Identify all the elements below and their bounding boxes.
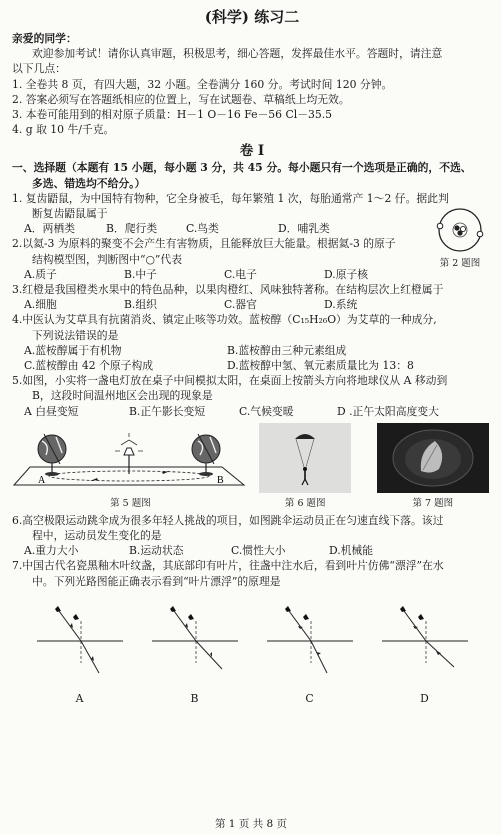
q1-stem-2: 断复齿鼯鼠属于 [32,207,108,221]
q5-label-a: A [38,474,46,486]
q7-figure [374,423,492,509]
greeting: 亲爱的同学： [12,32,77,45]
q4-option-d: D.蓝桉醇中氢、氧元素质量比为 13：8 [227,359,414,373]
q3-stem: 3.红橙是我国橙类水果中的特色品种，以果肉橙红、风味独特著称。在结构层次上红橙属于 [12,283,444,297]
q7-figure-caption: 第 7 题图 [412,497,454,509]
atom-model-icon [434,207,486,253]
q1-option-c: C.鸟类 [186,222,219,236]
q6-stem-2: 程中，运动员发生变化的是 [32,529,162,543]
q7-diagram-c [265,603,355,706]
q7-diagram-b [150,603,240,706]
intro-line-1: 欢迎参加考试！请你认真审题，积极思考，细心答题，发挥最佳水平。答题时，请注意 [32,47,443,61]
q3-option-b: B.组织 [124,298,157,312]
q6-option-d: D.机械能 [329,544,374,558]
q5-label-b: B [217,474,225,486]
q5-option-b: B.正午影长变短 [129,404,206,418]
q4-option-a: A.蓝桉醇属于有机物 [24,343,122,357]
q6-stem-1: 6.高空极限运动跳伞成为很多年轻人挑战的项目，如图跳伞运动员正在匀速直线下落。该过 [12,513,444,527]
note-3: 3. 本卷可能用到的相对原子质量：H－1 O－16 Fe－56 Cl－35.5 [12,108,333,122]
q1-options [12,221,428,236]
light-path-diagram-a [35,603,125,683]
q7-stem-1: 7.中国古代名瓷黑釉木叶纹盏，其底部印有叶片，往盏中注水后，看到叶片仿佛“漂浮”在水 [12,559,444,573]
q5-options [12,404,492,419]
q2-option-a: A.质子 [24,267,57,281]
figures-row [12,423,492,509]
q7-diagram-d [380,603,470,706]
q4-stem-2: 下列说法错误的是 [32,328,119,342]
q5-stem-1: 5.如图，小实将一盏电灯放在桌子中间模拟太阳，在桌面上按箭头方向将地球仪从 A 移动到 [12,374,448,388]
note-2: 2. 答案必须写在答题纸相应的位置上，写在试题卷、草稿纸上均无效。 [12,92,350,106]
q2-option-c: C.电子 [224,267,257,281]
q4-option-c: C.蓝桉醇由 42 个原子构成 [24,359,154,373]
q2-figure-caption: 第 2 题图 [439,258,481,270]
q5-stem-2: B，这段时间温州地区会出现的现象是 [32,389,213,403]
parachute-photo [259,423,351,493]
page-footer: 第 1 页 共 8 页 [214,818,288,830]
light-path-diagram-c [265,603,355,683]
section-title: 卷 I [239,143,265,160]
q7-label-a: A [75,691,84,705]
q5-option-a: A 白昼变短 [24,404,79,418]
q4-option-b: B.蓝桉醇由三种元素组成 [227,343,347,357]
q6-figure [257,423,354,509]
light-path-diagram-b [150,603,240,683]
q7-diagrams [12,603,492,706]
q2-figure [428,207,492,269]
part-heading-2: 多选、错选均不给分。） [32,176,146,190]
leaf-bowl-photo [377,423,489,493]
q3-option-c: C.器官 [224,298,257,312]
q2-stem-1: 2.以氦-3 为原料的聚变不会产生有害物质，且能释放巨大能量。根据氦-3 的原子 [12,237,396,251]
q5-figure [12,423,249,509]
q7-diagram-a [35,603,125,706]
note-1: 1. 全卷共 8 页，有四大题，32 小题。全卷满分 160 分。考试时间 120 分钟。 [12,77,393,91]
q2-options [12,267,428,282]
q1-option-b: B．爬行类 [106,222,158,236]
q1-option-d: D．哺乳类 [278,222,330,236]
q3-option-d: D.系统 [324,298,358,312]
q6-options [12,543,492,558]
q7-stem-2: 中。下列光路图能正确表示看到“叶片漂浮”的原理是 [32,574,281,588]
q2-stem-2: 结构模型图，判断图中“○”代表 [32,252,183,266]
q7-label-c: C [305,691,314,705]
q3-option-a: A.细胞 [24,298,57,312]
q7-label-b: B [190,691,199,705]
earth-orbit-diagram [12,423,248,493]
intro-line-2: 以下几点： [12,62,66,76]
light-path-diagram-d [380,603,470,683]
q4-stem-1: 4.中医认为艾草具有抗菌消炎、镇定止咳等功效。蓝桉醇（C₁₅H₂₆O）为艾草的一种成分, [12,313,437,327]
q6-figure-caption: 第 6 题图 [284,497,326,509]
q6-option-a: A.重力大小 [24,544,79,558]
q4-options-row-2 [12,358,492,373]
q5-option-c: C.气候变暖 [239,404,294,418]
q1-option-a: A．两栖类 [24,222,75,236]
page-title: (科学) 练习二 [204,8,300,26]
part-heading-1: 一、选择题（本题有 15 小题，每小题 3 分，共 45 分。每小题只有一个选项是正确的，不选、 [12,161,472,175]
q2-option-d: D.原子核 [324,267,369,281]
q1-stem-1: 1. 复齿鼯鼠，为中国特有物种，它全身被毛，每年繁殖 1 次，每胎通常产 1～2 仔。据此判 [12,191,449,205]
q7-label-d: D [420,691,429,705]
q6-option-b: B.运动状态 [129,544,184,558]
q5-option-d: D .正午太阳高度变大 [337,404,439,418]
q2-option-b: B.中子 [124,267,157,281]
q5-figure-caption: 第 5 题图 [110,497,151,509]
q4-options-row-1 [12,343,492,358]
note-4: 4. g 取 10 牛/千克。 [12,123,115,137]
q3-options [12,297,492,312]
q6-option-c: C.惯性大小 [231,544,286,558]
